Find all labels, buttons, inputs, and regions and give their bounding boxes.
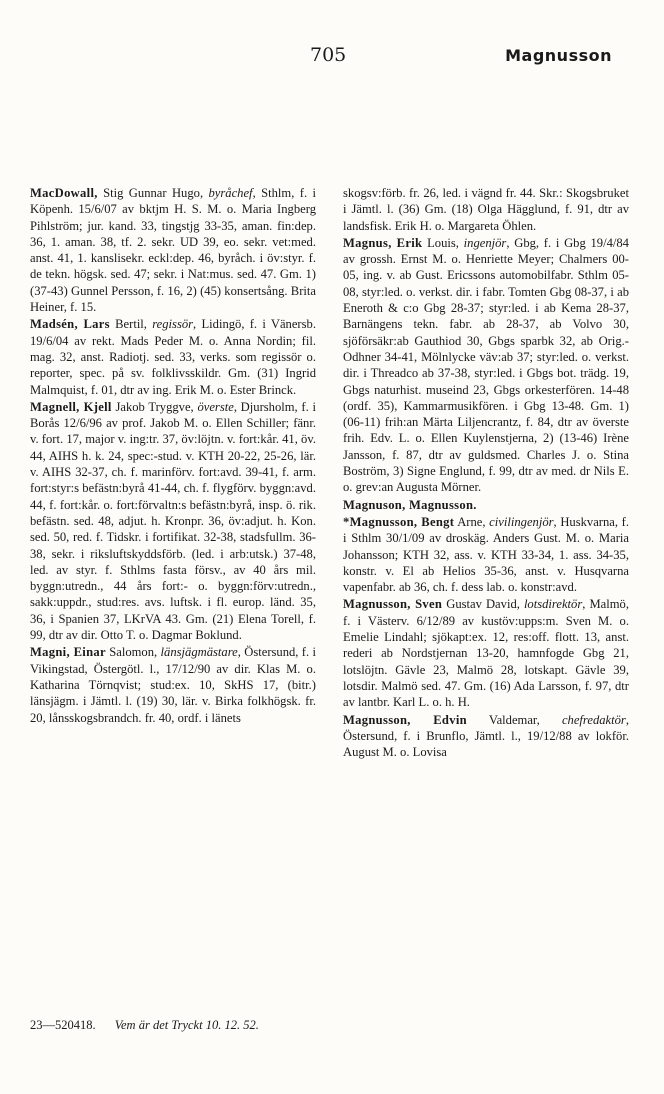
biography-entry [343, 514, 629, 595]
entry-given-names: Arne, [454, 514, 490, 529]
entry-text: , Huskvarna, f. i Sthlm 30/1/09 av droskäg. Anders Gust. M. o. Maria Johansson; KTH 32, ass. v. KTH 33-34, 1. ass. 34-35, konstr. v. El ab Helios 35-36, anst. v. Husqvarna vapenfabr. ab 36, ch. f. dess lab. o. konstr:avd. [343, 514, 629, 595]
entry-given-names: Bertil, [109, 317, 153, 332]
left-column [30, 185, 316, 727]
biography-entry [343, 185, 629, 234]
entry-name: Magnus, Erik [343, 235, 423, 250]
entry-name: *Magnusson, Bengt [343, 514, 455, 529]
entry-title: överste [197, 399, 234, 414]
entry-given-names: Salomon, [105, 645, 161, 660]
entry-text: , Lidingö, f. i Vänersb. 19/6/04 av rekt. Mads Peder M. o. Anna Nordin; fil. mag. 32, anst. Radiotj. sed. 33, verks. som regissör o. reporter, spec. på sv. folklivsskildr. Gm. (31) Ingrid Malmquist, f. 01, dtr av ing. Erik M. o. Ester Brinck. [30, 317, 316, 397]
biography-entry [30, 399, 316, 643]
biography-entry [30, 316, 316, 397]
entry-title: chefredaktör [561, 712, 626, 727]
biography-entry [343, 712, 629, 761]
entry-text: , Gbg, f. i Gbg 19/4/84 av grossh. Ernst M. o. Henriette Meyer; Chalmers 00-05, ing. v. ab Gust. Ericssons automobilfabr. Sthlm 05-08, styr:led. o. verkst. dir. i fabr. Tomten Gbg 08-37, i ab Eneroth & c:o Gbg 28-37; styr:led. i ab Kema 28-37, Barnängens tekn. fabr. ab 28-37, ab Volvo 30, sjöförsäkr:ab Gauthiod 30, Gbgs sparbk 32, ab Orig.-Odhner 34-41, Mölnlycke väv:ab 37; styr:led. o. verkst. dir. i Threadco ab 37-38, styr:led. i Gbgs bot. trädg. 19, Gbgs naturhist. museind 23, Gbgs orkesterfören. 14-48 (ordf. 35), Kammarmusikfören. i Gbg 13-48. Gm. 1) (06-11) frih:an Märta Liljencrantz, f. 84, dtr av överste frih. Edv. L. o. Ellen Kuylenstjerna, 2) (13-46) Irène Jansson, f. 87, dtr av guldsmed. Charles J. o. Stina Boström, 3) Signe Englund, f. 99, dtr av med. dr Nils E. o. grev:an Augusta Mörner. [343, 235, 629, 495]
entry-name: Madsén, Lars [30, 317, 110, 332]
entry-name: Magnusson, Edvin [343, 712, 467, 727]
entry-given-names: Louis, [422, 235, 464, 250]
biography-entry [30, 644, 316, 725]
printer-signature: 23—520418. [30, 1018, 96, 1032]
right-column [343, 185, 629, 761]
page-number: 705 [310, 44, 347, 66]
entry-name: Magnell, Kjell [30, 399, 112, 414]
entry-title: ingenjör [463, 235, 507, 250]
entry-given-names: Gustav David, [442, 597, 524, 612]
entry-text: skogsv:förb. fr. 26, led. i vägnd fr. 44. Skr.: Skogsbruket i Jämtl. l. (36) Gm. (18) Olga Hägglund, f. 91, dtr av landsfisk. Erik H. o. Margareta Öhlen. [343, 186, 629, 233]
entry-given-names: Jakob Tryggve, [111, 399, 198, 414]
entry-text: , Östersund, f. i Brunflo, Jämtl. l., 19/12/88 av lokför. August M. o. Lovisa [343, 712, 629, 760]
entry-name: Magni, Einar [30, 645, 106, 660]
page-footer [30, 1018, 259, 1033]
entry-name: MacDowall, [30, 186, 98, 200]
entry-name: Magnuson, Magnusson. [343, 497, 477, 512]
biography-entry [343, 497, 629, 513]
entry-given-names: Stig Gunnar Hugo, [97, 186, 209, 200]
biography-entry [343, 596, 629, 710]
entry-title: civilingenjör [489, 514, 554, 529]
entry-text: , Malmö, f. i Västerv. 6/12/89 av kustöv:upps:m. Sven M. o. Emelie Lindahl; sjökapt:ex. 12, res:off. flott. 13, anst. rederi ab Nordstjernan 13-20, hamnfogde Gbg 21, lotslöjtn. Gävle 23, Malmö 28, lotskapt. Gävle 39, lotsdir. Malmö sed. 47. Gm. (16) Ada Larsson, f. 97, dtr av lantbr. Karl L. o. h. H. [343, 597, 629, 710]
entry-given-names: Valdemar, [466, 712, 562, 727]
entry-title: regissör [152, 317, 194, 332]
running-head: Magnusson [505, 46, 612, 65]
entry-text: , Djursholm, f. i Borås 12/6/96 av prof. Jakob M. o. Ellen Schiller; fänr. v. fort. 17, major v. ing:tr. 37, öv:löjtn. v. fort:kår. 41, öv. 44, AIHS h. k. 24, spec:-stud. v. KTH 20-22, 25-26, lär. v. AIHS 32-37, ch. f. marinförv. fort:avd. 39-41, f. arm. fort:styr:s befästn:byrå 41-44, ch. f. flygförv. byggn:avd. 44, f. fort:kår. o. fort:förvaltn:s befästn:byrå, insp. ö. rik. befästn. sed. 48, adjut. h. Kronpr. 36, öv:adjut. h. Kon. sed. 50, red. f. Tidskr. i fortifikat. 32-38, stadsfullm. 36-38, sekr. i riksluftskyddsförb. (led. i arb:utsk.) 37-48, led. av styr. f. Sthlms fasta försv., av 40 års mil. byggn:utredn., 44 års fort:- o. byggn:förv:utredn., sakk:uppdr., stud:res. avs. luftsk. i fl. europ. länd. 35, 36, i Spanien 37, LKrVA 43. Gm. (21) Elena Torell, f. 99, dtr av dir. Otto T. o. Dagmar Boklund. [30, 399, 316, 643]
biography-entry [343, 235, 629, 496]
entry-text: , Östersund, f. i Vikingstad, Östergötl. l., 17/12/90 av dir. Klas M. o. Katharina Törnqvist; stud:ex. 10, SkHS 17, (bitr.) länsjägm. i Jämtl. l. (19) 30, lär. v. Birka folkhögsk. fr. 20, lånsskogsbrandch. fr. 40, ordf. i länets [30, 645, 317, 725]
entry-title: länsjägmästare [160, 645, 238, 660]
biography-entry [30, 185, 316, 315]
entry-name: Magnusson, Sven [343, 597, 443, 612]
page-header [0, 44, 664, 74]
print-note: Vem är det Tryckt 10. 12. 52. [114, 1018, 259, 1032]
entry-title: byråchef [208, 186, 253, 200]
entry-text: , Sthlm, f. i Köpenh. 15/6/07 av bktjm H. S. M. o. Maria Ingberg Pihlström; jur. kand. 33, tingstjg 33-35, aman. fin:dep. 36, 1. aman. 38, tf. 2. sekr. UD 39, eo. sekr. vet:med. anst. 41, 1. kanslisekr. eckl:dep. 46, byråch. i öv:styr. f. de tekn. högsk. sed. 47; sekr. i Nat:mus. sed. 47. Gm. 1) (37-43) Gunnel Persson, f. 16, 2) (45) konsertsång. Brita Heiner, f. 15. [30, 186, 316, 315]
entry-title: lotsdirektör [523, 597, 583, 612]
